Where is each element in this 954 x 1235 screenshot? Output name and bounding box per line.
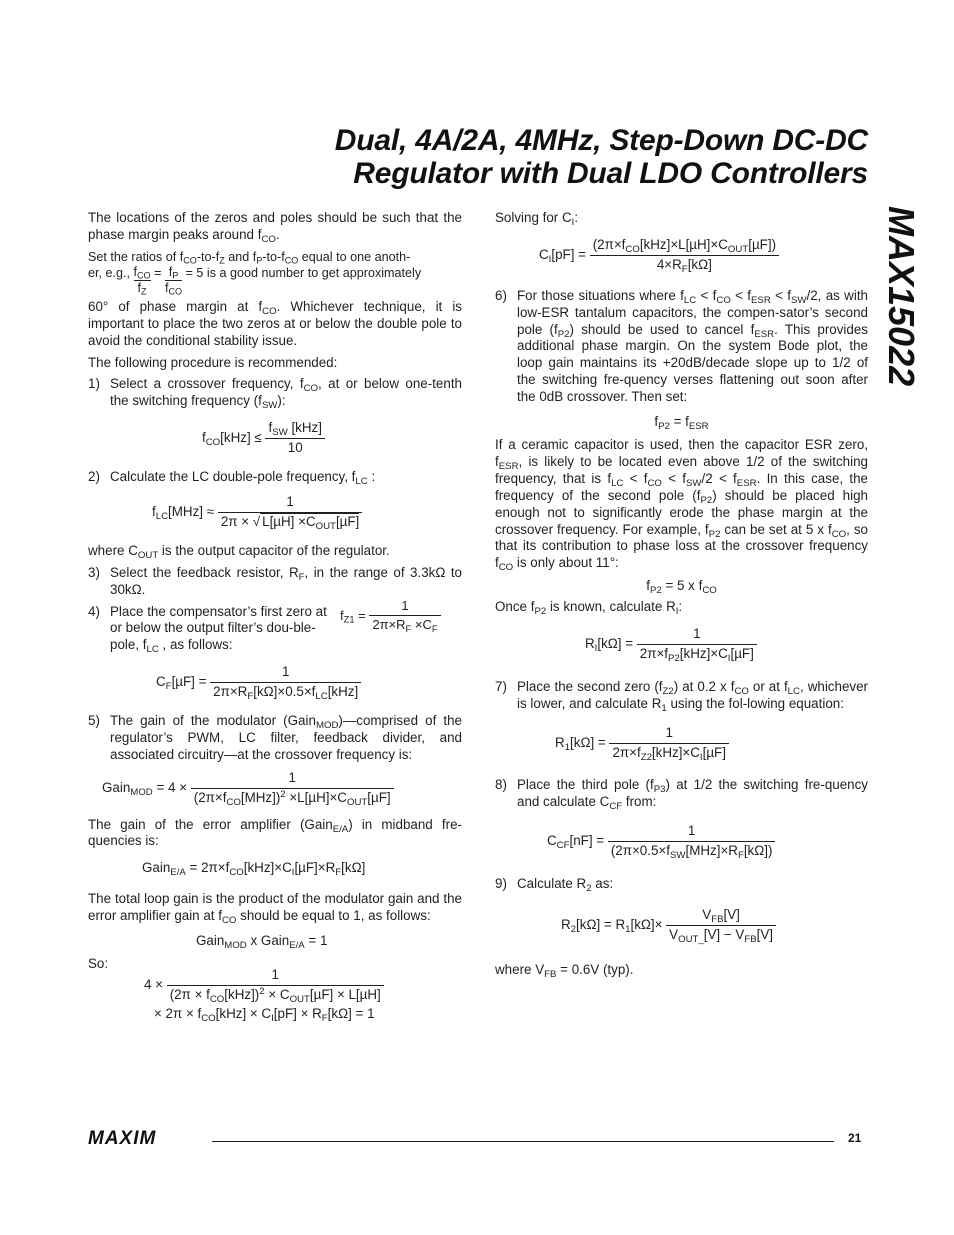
paragraph-solving-ci: Solving for $C_I$:	[495, 210, 579, 228]
equation-combined: 4 × $\frac{1}{(2\pi \times f_{CO}[kHz])^2 \times C_{OUT}[\mu F] \times L[\mu H]}$ × $2\pi \times f_{CO}[kHz] \times C_I[pF] \times R_F[k\Omega] = 1$	[144, 967, 462, 1023]
paragraph-procedure: The following procedure is recommended:	[88, 354, 338, 370]
equation-cf: $C_F[\mu F]$ = $\frac{1}{2\pi\times R_F[k\Omega]\times 0.5\times f_{LC}[kHz]}$	[156, 664, 462, 701]
equation-ccf: $C_{CF}[nF]$ = $\frac{1}{(2\pi\times 0.5\times f_{SW}[MHz]\times R_F[k\Omega])}$	[547, 823, 868, 860]
ratio-fraction-1: $\frac{f_{CO}}{f_Z}$	[133, 264, 151, 297]
right-column	[495, 210, 868, 984]
equation-fz1: $f_{Z1}$ = $\frac{1}{2\pi\times R_F \times C_F}$	[340, 598, 441, 635]
paragraph-cout: where $C_{OUT}$ is the output capacitor of the regulator.	[88, 542, 390, 561]
step-1: 1) Select a crossover frequency, $f_{CO}$, at or below one-tenth the switching frequency $(f_{SW})$:	[88, 376, 462, 412]
step-2: 2) Calculate the LC double-pole frequency, $f_{LC}$ :	[88, 469, 376, 487]
equation-fp2-fesr: $f_{P2} = f_{ESR}$	[654, 414, 709, 432]
equation-r2: $R_2[k\Omega] = R_1[k\Omega]\times$ $\frac{V_{FB}[V]}{V_{OUT\_}[V] - V_{FB}[V]}$	[561, 907, 868, 944]
equation-fp2-5fco: $f_{P2} = 5$ x $f_{CO}$	[646, 578, 717, 597]
paragraph-ceramic: If a ceramic capacitor is used, then the capacitor ESR zero, $f_{ESR}$, is likely to be located even above 1/2 of the switching frequency, that is $f_{LC} < f_{CO} < f_{SW}/2 < f_{ESR}$. In this case, the frequency of the second pole $(f_{P2})$ should be placed high enough not to significantly erode the phase margin at the crossover frequency. For example, $f_{P2}$ can be set at 5 x $f_{CO}$, so that its contribution to phase loss at the crossover frequency $f_{CO}$ is only about 11°:	[495, 436, 869, 574]
paragraph-zeros-poles: The locations of the zeros and poles should be such that the phase margin peaks around $f_{CO}$.	[88, 210, 462, 245]
ratio-fraction-2: $\frac{f_P}{f_{CO}}$	[164, 264, 183, 297]
side-part-number-text: MAX15022	[881, 206, 922, 387]
step-6: 6) For those situations where $f_{LC} < f_{CO} < f_{ESR} < f_{SW}/2$, as with low-ESR tantalum capacitors, the compen-sator’s second pole $(f_{P2})$ should be used to cancel $f_{ESR}$. This provides additional phase margin. On the system Bode plot, the loop gain maintains its +20dB/decade slope up to 1/2 of the switching fre-quency verses flattening out soon after the 0dB crossover. Then set:	[495, 287, 868, 405]
step-5: 5) The gain of the modulator (Gain$_{MOD}$)—comprised of the regulator’s PWM, LC filter, feedback divider, and associated circuitry—at the crossover frequency is:	[88, 713, 462, 762]
page-number: 21	[848, 1131, 862, 1145]
paragraph-total-loop-gain: The total loop gain is the product of the modulator gain and the error amplifier gain at $f_{CO}$ should be equal to 1, as follows:	[88, 891, 462, 927]
maxim-logo: MAXIM	[88, 1128, 157, 1149]
page-title	[335, 124, 868, 190]
step-4: 4) Place the compensator’s first zero at or below the output filter’s dou-ble-pole, $f_{LC}$ , as follows: $f_{Z1}$ = $\frac{1}{2\pi\times R_F \times C_F}$	[88, 604, 462, 655]
paragraph-so: So:	[88, 956, 109, 971]
equation-r1: $R_1[k\Omega]$ = $\frac{1}{2\pi\times f_{Z2}[kHz]\times C_I[\mu F]}$	[555, 725, 868, 762]
equation-loop-gain: Gain$_{MOD}$ x Gain$_{E/A}$ = 1	[196, 933, 328, 951]
step-3: 3) Select the feedback resistor, $R_F$, in the range of 3.3kΩ to 30kΩ.	[88, 564, 462, 597]
step-7: 7) Place the second zero $(f_{Z2})$ at 0.2 x $f_{CO}$ or at $f_{LC}$, whichever is lower, and calculate $R_1$ using the fol-lowing equation:	[495, 678, 868, 714]
title-line-1: Dual, 4A/2A, 4MHz, Step-Down DC-DC	[334, 124, 868, 157]
step-9: 9) Calculate $R_2$ as:	[495, 876, 614, 894]
paragraph-gain-ea: The gain of the error amplifier (Gain$_{E/A}$) in midband fre-quencies is:	[88, 816, 462, 849]
equation-gain-ea: Gain$_{E/A}$ = $2\pi\times f_{CO}[kHz]\times C_I[\mu F]\times R_F[k\Omega]$	[142, 860, 366, 879]
equation-ci: $C_I[pF]$ = $\frac{(2\pi\times f_{CO}[kHz]\times L[\mu H]\times C_{OUT}[\mu F])}{4\times R_F[k\Omega]}$	[539, 237, 868, 274]
equation-ri: $R_I[k\Omega]$ = $\frac{1}{2\pi\times f_{P2}[kHz]\times C_I[\mu F]}$	[585, 626, 868, 663]
title-line-2: Regulator with Dual LDO Controllers	[353, 157, 868, 190]
equation-fco: $f_{CO}[kHz]$ ≤ $\frac{f_{SW} [kHz]}{10}$	[202, 420, 462, 457]
paragraph-phase-margin: 60° of phase margin at $f_{CO}$. Whichever technique, it is important to place the two zeros at or below the double pole to avoid the conditional stability issue.	[88, 298, 463, 348]
paragraph-vfb: where $V_{FB} = 0.6V$ (typ).	[495, 961, 634, 980]
step-8: 8) Place the third pole $(f_{P3})$ at 1/2 the switching fre-quency and calculate $C_{CF}$ from:	[495, 777, 869, 813]
equation-flc: $f_{LC}[MHz]$ ≈ $\frac{1}{2\pi \times √ L[\mu H] \times C_{OUT}[\mu F]}$	[152, 494, 462, 531]
paragraph-ratios: Set the ratios of $f_{CO}-to-f_Z$ and $f_P-to-f_{CO}$ equal to one anoth- er, e.g., $\frac{f_{CO}}{f_Z}$ = $\frac{f_P}{f_{CO}}$ = 5 is a good number to get approximately	[88, 249, 422, 297]
footer-rule	[212, 1141, 834, 1142]
paragraph-calc-ri: Once $f_{P2}$ is known, calculate $R_I$:	[495, 599, 683, 618]
equation-gain-mod: Gain$_{MOD}$ = 4 × $\frac{1}{(2\pi\times f_{CO}[MHz])^2 \times L[\mu H]\times C_{OUT}[\mu F]}$	[102, 770, 462, 807]
left-column	[88, 210, 462, 1025]
